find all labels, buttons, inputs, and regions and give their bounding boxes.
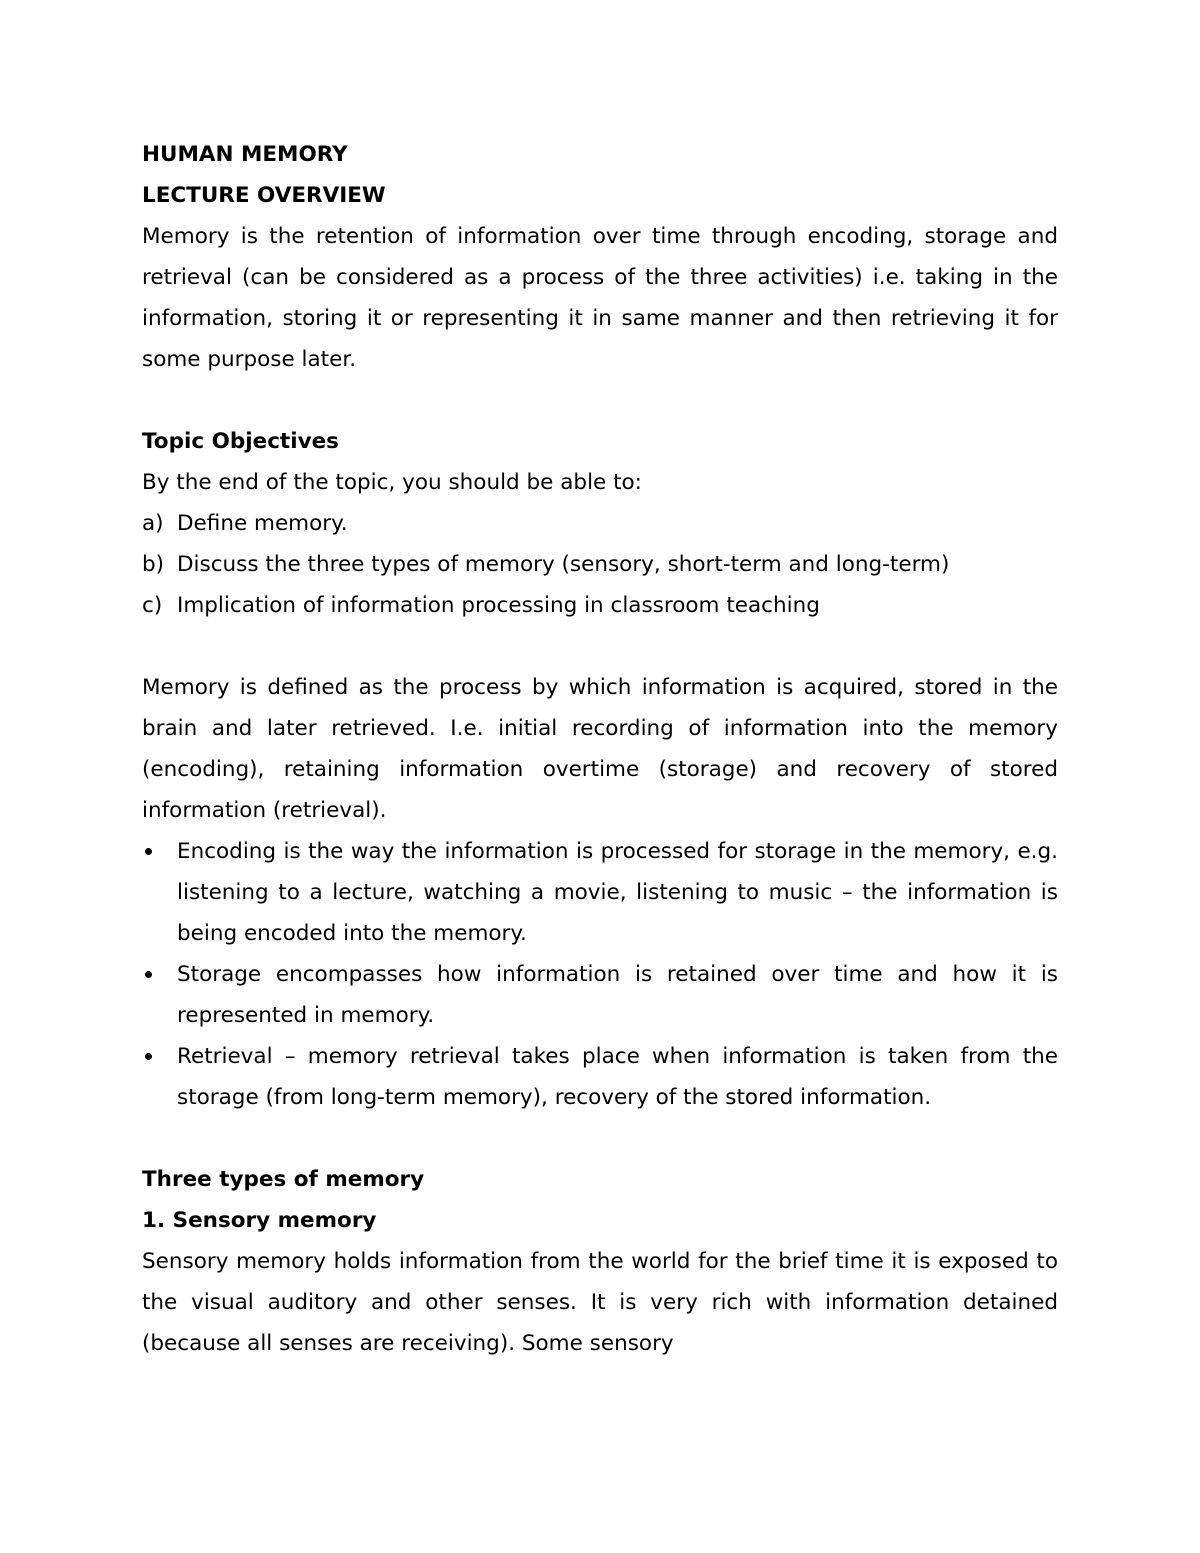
list-item-text: Define memory. [177, 511, 348, 536]
sensory-memory-paragraph: Sensory memory holds information from the world for the brief time it is exposed to the visual auditory and other senses. It is very rich with information detained (because all senses are receiving). Some sensory [142, 1249, 1058, 1356]
list-item [142, 831, 1058, 954]
list-marker: a) [142, 511, 164, 536]
definition-bullets [142, 831, 1058, 1118]
spacer [142, 626, 1058, 667]
types-heading: Three types of memory [142, 1167, 425, 1192]
list-marker: c) [142, 593, 163, 618]
list-item-text: Discuss the three types of memory (sensory, short-term and long-term) [177, 552, 950, 577]
list-item [142, 585, 1058, 626]
list-item-text: Encoding is the way the information is processed for storage in the memory, e.g. listening to a lecture, watching a movie, listening to music – the information is being encoded into the memory. [177, 839, 1058, 946]
list-item [142, 954, 1058, 1036]
objectives-heading: Topic Objectives [142, 429, 339, 454]
list-item-text: Storage encompasses how information is retained over time and how it is represented in memory. [177, 962, 1058, 1028]
document-body [142, 134, 1058, 1364]
bullet-icon [145, 971, 152, 978]
list-item-text: Implication of information processing in classroom teaching [177, 593, 820, 618]
objectives-list [142, 503, 1058, 626]
spacer [142, 380, 1058, 421]
sensory-memory-heading: 1. Sensory memory [142, 1208, 377, 1233]
list-item [142, 503, 1058, 544]
list-item [142, 544, 1058, 585]
spacer [142, 1118, 1058, 1159]
bullet-icon [145, 1053, 152, 1060]
objectives-intro: By the end of the topic, you should be able to: [142, 470, 642, 495]
list-item [142, 1036, 1058, 1118]
list-item-text: Retrieval – memory retrieval takes place when information is taken from the storage (from long-term memory), recovery of the stored information. [177, 1044, 1058, 1110]
overview-heading: LECTURE OVERVIEW [142, 183, 386, 208]
document-title: HUMAN MEMORY [142, 142, 348, 167]
bullet-icon [145, 848, 152, 855]
overview-paragraph: Memory is the retention of information over time through encoding, storage and retrieval (can be considered as a process of the three activities) i.e. taking in the information, storing it or representing it in same manner and then retrieving it for some purpose later. [142, 224, 1058, 372]
list-marker: b) [142, 552, 165, 577]
definition-paragraph: Memory is defined as the process by which information is acquired, stored in the brain and later retrieved. I.e. initial recording of information into the memory (encoding), retaining information overtime (storage) and recovery of stored information (retrieval). [142, 675, 1058, 823]
